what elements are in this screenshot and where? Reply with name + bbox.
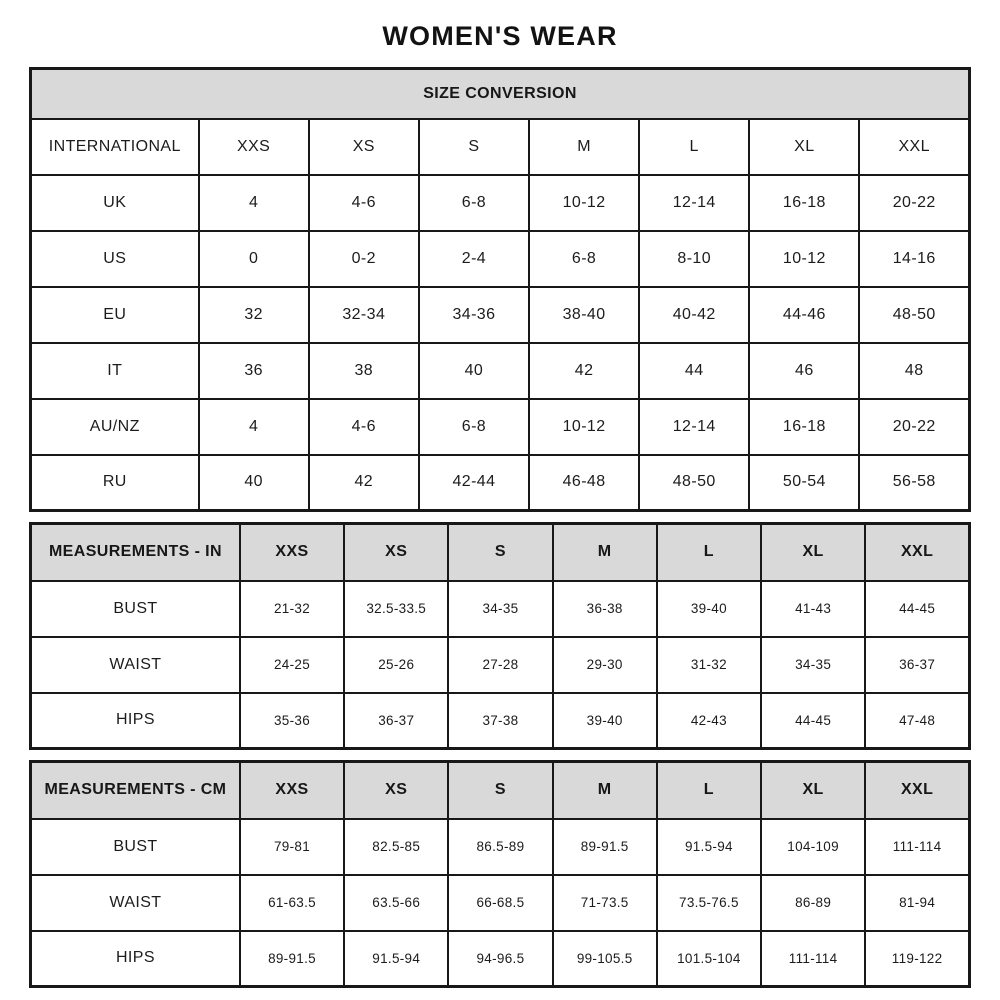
size-conversion-header: SIZE CONVERSION — [31, 69, 970, 119]
measurement-cell: 111-114 — [865, 819, 969, 875]
measurement-cell: 35-36 — [240, 693, 344, 749]
measurement-cell: 79-81 — [240, 819, 344, 875]
measurement-cell: 82.5-85 — [344, 819, 448, 875]
size-cell: 36 — [199, 343, 309, 399]
size-cell: 16-18 — [749, 175, 859, 231]
column-header-xl: XL — [749, 119, 859, 175]
measurement-cell: 81-94 — [865, 875, 969, 931]
size-cell: 38-40 — [529, 287, 639, 343]
size-cell: 50-54 — [749, 455, 859, 511]
measurement-cell: 31-32 — [657, 637, 761, 693]
size-cell: 10-12 — [529, 399, 639, 455]
measurements-cm-header: MEASUREMENTS - CM — [31, 762, 240, 819]
size-cell: 4-6 — [309, 175, 419, 231]
measurement-cell: 111-114 — [761, 931, 865, 987]
row-label-waist: WAIST — [31, 875, 240, 931]
size-cell: 4-6 — [309, 399, 419, 455]
measurements-cm-table — [29, 760, 971, 988]
measurement-cell: 73.5-76.5 — [657, 875, 761, 931]
size-cell: 32-34 — [309, 287, 419, 343]
table-row — [31, 931, 970, 987]
measurement-cell: 27-28 — [448, 637, 552, 693]
table-row — [31, 524, 970, 581]
column-header-m: M — [553, 762, 657, 819]
row-label-ru: RU — [31, 455, 199, 511]
size-cell: 48 — [859, 343, 969, 399]
measurement-cell: 101.5-104 — [657, 931, 761, 987]
row-label-hips: HIPS — [31, 931, 240, 987]
measurement-cell: 44-45 — [865, 581, 969, 637]
size-cell: 42 — [309, 455, 419, 511]
table-row — [31, 231, 970, 287]
column-header-s: S — [419, 119, 529, 175]
row-label-hips: HIPS — [31, 693, 240, 749]
size-cell: 14-16 — [859, 231, 969, 287]
row-label-waist: WAIST — [31, 637, 240, 693]
size-cell: 4 — [199, 399, 309, 455]
measurement-cell: 119-122 — [865, 931, 969, 987]
measurement-cell: 25-26 — [344, 637, 448, 693]
size-cell: 44 — [639, 343, 749, 399]
measurement-cell: 89-91.5 — [240, 931, 344, 987]
size-cell: 48-50 — [639, 455, 749, 511]
measurement-cell: 39-40 — [657, 581, 761, 637]
size-cell: 46-48 — [529, 455, 639, 511]
size-cell: 10-12 — [749, 231, 859, 287]
measurement-cell: 47-48 — [865, 693, 969, 749]
row-label-bust: BUST — [31, 819, 240, 875]
measurement-cell: 37-38 — [448, 693, 552, 749]
row-label-bust: BUST — [31, 581, 240, 637]
column-header-xxs: XXS — [199, 119, 309, 175]
measurement-cell: 41-43 — [761, 581, 865, 637]
column-header-xxl: XXL — [865, 524, 969, 581]
table-row — [31, 455, 970, 511]
column-header-l: L — [657, 524, 761, 581]
size-cell: 6-8 — [419, 399, 529, 455]
column-header-xl: XL — [761, 762, 865, 819]
measurement-cell: 36-38 — [553, 581, 657, 637]
column-header-s: S — [448, 524, 552, 581]
measurement-cell: 86.5-89 — [448, 819, 552, 875]
size-cell: 40 — [199, 455, 309, 511]
measurement-cell: 36-37 — [865, 637, 969, 693]
row-label-uk: UK — [31, 175, 199, 231]
measurement-cell: 91.5-94 — [657, 819, 761, 875]
size-cell: 56-58 — [859, 455, 969, 511]
measurement-cell: 66-68.5 — [448, 875, 552, 931]
column-header-xs: XS — [344, 762, 448, 819]
measurement-cell: 104-109 — [761, 819, 865, 875]
measurement-cell: 86-89 — [761, 875, 865, 931]
size-cell: 12-14 — [639, 399, 749, 455]
measurement-cell: 29-30 — [553, 637, 657, 693]
table-row — [31, 875, 970, 931]
measurement-cell: 24-25 — [240, 637, 344, 693]
table-row — [31, 637, 970, 693]
measurement-cell: 71-73.5 — [553, 875, 657, 931]
size-cell: 38 — [309, 343, 419, 399]
row-label-eu: EU — [31, 287, 199, 343]
size-cell: 20-22 — [859, 399, 969, 455]
size-cell: 48-50 — [859, 287, 969, 343]
measurement-cell: 44-45 — [761, 693, 865, 749]
size-cell: 4 — [199, 175, 309, 231]
size-cell: 40 — [419, 343, 529, 399]
size-cell: 0-2 — [309, 231, 419, 287]
column-header-l: L — [639, 119, 749, 175]
size-cell: 10-12 — [529, 175, 639, 231]
size-cell: 34-36 — [419, 287, 529, 343]
measurement-cell: 63.5-66 — [344, 875, 448, 931]
column-header-m: M — [553, 524, 657, 581]
table-row — [31, 819, 970, 875]
column-header-xxs: XXS — [240, 524, 344, 581]
measurement-cell: 42-43 — [657, 693, 761, 749]
size-cell: 32 — [199, 287, 309, 343]
size-cell: 40-42 — [639, 287, 749, 343]
measurement-cell: 21-32 — [240, 581, 344, 637]
measurements-in-table — [29, 522, 971, 750]
table-row — [31, 762, 970, 819]
column-header-xxs: XXS — [240, 762, 344, 819]
size-cell: 42-44 — [419, 455, 529, 511]
column-header-international: INTERNATIONAL — [31, 119, 199, 175]
row-label-it: IT — [31, 343, 199, 399]
column-header-xs: XS — [309, 119, 419, 175]
measurement-cell: 91.5-94 — [344, 931, 448, 987]
column-header-xl: XL — [761, 524, 865, 581]
column-header-xxl: XXL — [865, 762, 969, 819]
measurements-in-header: MEASUREMENTS - IN — [31, 524, 240, 581]
column-header-l: L — [657, 762, 761, 819]
size-cell: 8-10 — [639, 231, 749, 287]
table-row — [31, 287, 970, 343]
measurement-cell: 61-63.5 — [240, 875, 344, 931]
table-row — [31, 343, 970, 399]
size-cell: 16-18 — [749, 399, 859, 455]
row-label-us: US — [31, 231, 199, 287]
size-cell: 0 — [199, 231, 309, 287]
table-row — [31, 581, 970, 637]
size-cell: 44-46 — [749, 287, 859, 343]
measurement-cell: 36-37 — [344, 693, 448, 749]
table-row — [31, 693, 970, 749]
page-title: WOMEN'S WEAR — [382, 21, 618, 51]
measurement-cell: 32.5-33.5 — [344, 581, 448, 637]
measurement-cell: 99-105.5 — [553, 931, 657, 987]
size-cell: 6-8 — [529, 231, 639, 287]
column-header-m: M — [529, 119, 639, 175]
measurement-cell: 34-35 — [761, 637, 865, 693]
size-cell: 2-4 — [419, 231, 529, 287]
size-cell: 46 — [749, 343, 859, 399]
measurement-cell: 94-96.5 — [448, 931, 552, 987]
table-row — [31, 119, 970, 175]
column-header-s: S — [448, 762, 552, 819]
table-row — [31, 399, 970, 455]
measurement-cell: 34-35 — [448, 581, 552, 637]
measurement-cell: 89-91.5 — [553, 819, 657, 875]
size-cell: 12-14 — [639, 175, 749, 231]
size-cell: 42 — [529, 343, 639, 399]
size-cell: 6-8 — [419, 175, 529, 231]
column-header-xs: XS — [344, 524, 448, 581]
size-conversion-table — [29, 67, 971, 512]
size-cell: 20-22 — [859, 175, 969, 231]
column-header-xxl: XXL — [859, 119, 969, 175]
table-row — [31, 175, 970, 231]
measurement-cell: 39-40 — [553, 693, 657, 749]
row-label-aunz: AU/NZ — [31, 399, 199, 455]
